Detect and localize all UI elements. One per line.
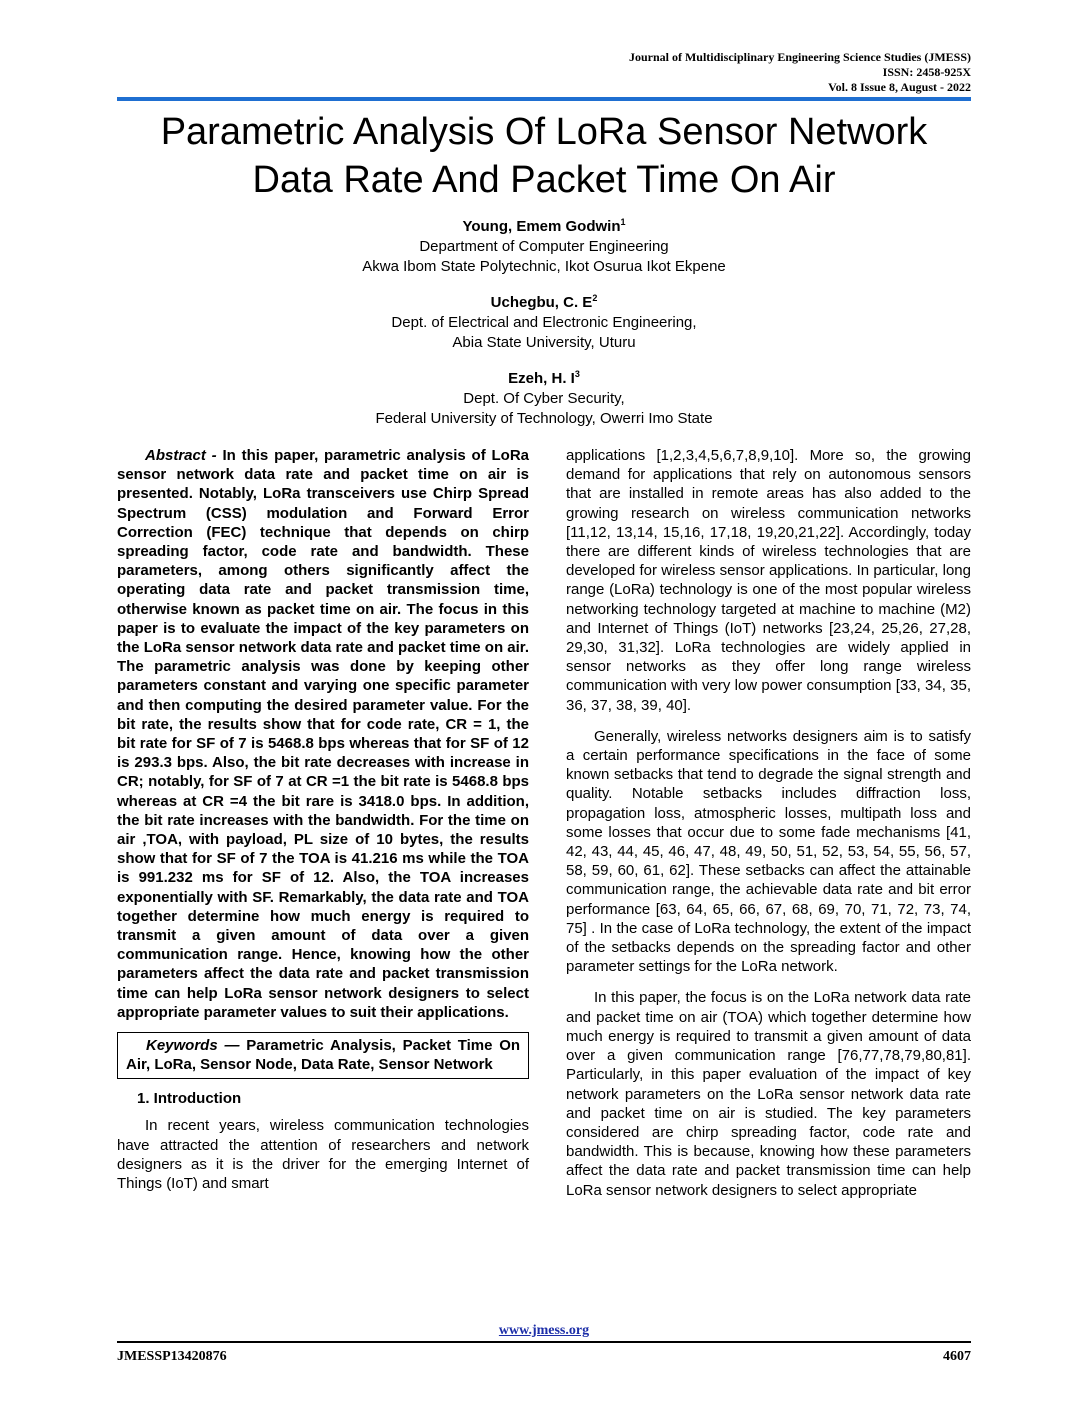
journal-issn: ISSN: 2458-925X xyxy=(882,65,971,79)
author-superscript: 1 xyxy=(620,217,626,227)
abstract-text: In this paper, parametric analysis of LoRa sensor network data rate and packet time on air is presented. Notably, LoRa transceivers use Chirp Spread Spectrum (CSS) modulation and Forward Error Correction (FEC) technique that depends on chirp spreading factor, code rate and bandwidth. These parameters, among others significantly affect the operating data rate and packet transmission time, otherwise known as packet time on air. The focus in this paper is to evaluate the impact of the key parameters on the LoRa sensor network data rate and packet time on air. The parametric analysis was done by keeping other parameters constant and varying one specific parameter and then computing the desired parameter value. For the bit rate, the results show that for code rate, CR = 1, the bit rate for SF of 7 is 5468.8 bps whereas that for SF of 12 is 293.3 bps. Also, the bit rate decreases with increase in CR; notably, for SF of 7 at CR =1 the bit rate is 5468.8 bps whereas at CR =4 the bit rare is 3418.0 bps. In addition, the bit rate increases with the bandwidth. For the time on air ,TOA, with payload, PL size of 10 bytes, the results show that for SF of 7 the TOA is 41.216 ms while the TOA is 991.232 ms for SF of 12. Also, the TOA increases exponentially with SF. Remarkably, the data rate and TOA together determine how much energy is required to transmit a given amount of data over a given communication range. Hence, knowing how the other parameters affect the data rate and packet transmission time can help LoRa sensor network designers to select appropriate parameter values to suit their applications. xyxy=(117,447,530,1021)
journal-name: Journal of Multidisciplinary Engineering Science Studies (JMESS) xyxy=(628,50,971,64)
author-superscript: 2 xyxy=(592,293,598,303)
left-column xyxy=(117,446,529,1193)
body-paragraph-2: Generally, wireless networks designers aim is to satisfy a certain performance specifications in the face of some known setbacks that tend to degrade the signal strength and quality. Notable setbacks includes diffraction loss, propagation loss, atmospheric losses, multipath loss and some losses that occur due to some fade mechanisms [41, 42, 43, 44, 45, 46, 47, 48, 49, 50, 51, 52, 53, 54, 55, 56, 57, 58, 59, 60, 61, 62]. These setbacks can affect the attainable communication range, the achievable data rate and bit error performance [63, 64, 65, 66, 67, 68, 69, 70, 71, 72, 73, 74, 75] . In the case of LoRa technology, the extent of the impact of the setbacks depends on the spreading factor and other parameter settings for the LoRa network. xyxy=(566,727,971,976)
keywords-box xyxy=(117,1032,529,1079)
page-number: 4607 xyxy=(943,1349,971,1364)
paper-id: JMESSP13420876 xyxy=(117,1349,227,1364)
paper-title-line-2: Data Rate And Packet Time On Air xyxy=(252,159,836,201)
author-affiliation: Akwa Ibom State Polytechnic, Ikot Osurua Ikot Ekpene xyxy=(362,258,726,275)
abstract-lead: Abstract - xyxy=(145,447,217,464)
body-paragraph-3: In this paper, the focus is on the LoRa network data rate and packet time on air (TOA) which together determine how much energy is required to transmit a given amount of data over a given communication range [76,77,78,79,80,81]. Particularly, in this paper evaluation of the impact of key network parameters on the LoRa sensor network data rate and packet time on air is studied. The key parameters considered are chirp spreading factor, code rate and bandwidth. This is because, knowing how these parameters affect the data rate and packet transmission time can help LoRa sensor network designers to select appropriate xyxy=(566,989,971,1199)
author-name: Young, Emem Godwin xyxy=(462,218,621,235)
journal-website-link[interactable]: www.jmess.org xyxy=(498,1323,590,1338)
author-affiliation: Dept. of Electrical and Electronic Engineering, xyxy=(391,314,697,331)
author-affiliation: Federal University of Technology, Owerri Imo State xyxy=(375,410,713,427)
right-column xyxy=(566,446,971,1200)
author-affiliation: Department of Computer Engineering xyxy=(419,238,669,255)
author-3 xyxy=(117,369,971,429)
author-superscript: 3 xyxy=(574,369,580,379)
author-2 xyxy=(117,293,971,353)
paper-title-line-1: Parametric Analysis Of LoRa Sensor Network xyxy=(160,111,928,153)
intro-paragraph: In recent years, wireless communication technologies have attracted the attention of researchers and network designers as it is the driver for the emerging Internet of Things (IoT) and smart xyxy=(117,1117,529,1192)
author-name: Uchegbu, C. E xyxy=(490,294,593,311)
author-list xyxy=(117,217,971,445)
author-affiliation: Abia State University, Uturu xyxy=(452,334,636,351)
section-heading-introduction: 1. Introduction xyxy=(137,1090,242,1108)
abstract xyxy=(117,446,529,1022)
journal-volume: Vol. 8 Issue 8, August - 2022 xyxy=(828,80,971,94)
keywords-lead: Keywords — xyxy=(146,1037,240,1055)
journal-header xyxy=(629,50,971,95)
paper-title xyxy=(80,108,1008,204)
author-affiliation: Dept. Of Cyber Security, xyxy=(463,390,625,407)
footer-rule xyxy=(117,1341,971,1343)
body-paragraph-1: applications [1,2,3,4,5,6,7,8,9,10]. More so, the growing demand for applications that rely on autonomous sensors that are installed in remote areas has also added to the growing research on wireless communication networks [11,12, 13,14, 15,16, 17,18, 19,20,21,22]. Accordingly, today there are different kinds of wireless technologies that are developed for wireless sensor applications. In particular, long range (LoRa) technology is one of the most popular wireless networking technology targeted at machine to machine (M2) and Internet of Things (IoT) networks [23,24, 25,26, 27,28, 29,30, 31,32]. LoRa technologies are widely applied in sensor networks as they offer long range wireless communication with very low power consumption [33, 34, 35, 36, 37, 38, 39, 40]. xyxy=(566,447,971,714)
author-name: Ezeh, H. I xyxy=(508,370,575,387)
author-1 xyxy=(117,217,971,277)
header-rule xyxy=(117,97,971,101)
keywords-text: Parametric Analysis, Packet Time On Air, LoRa, Sensor Node, Data Rate, Sensor Network xyxy=(126,1037,521,1074)
